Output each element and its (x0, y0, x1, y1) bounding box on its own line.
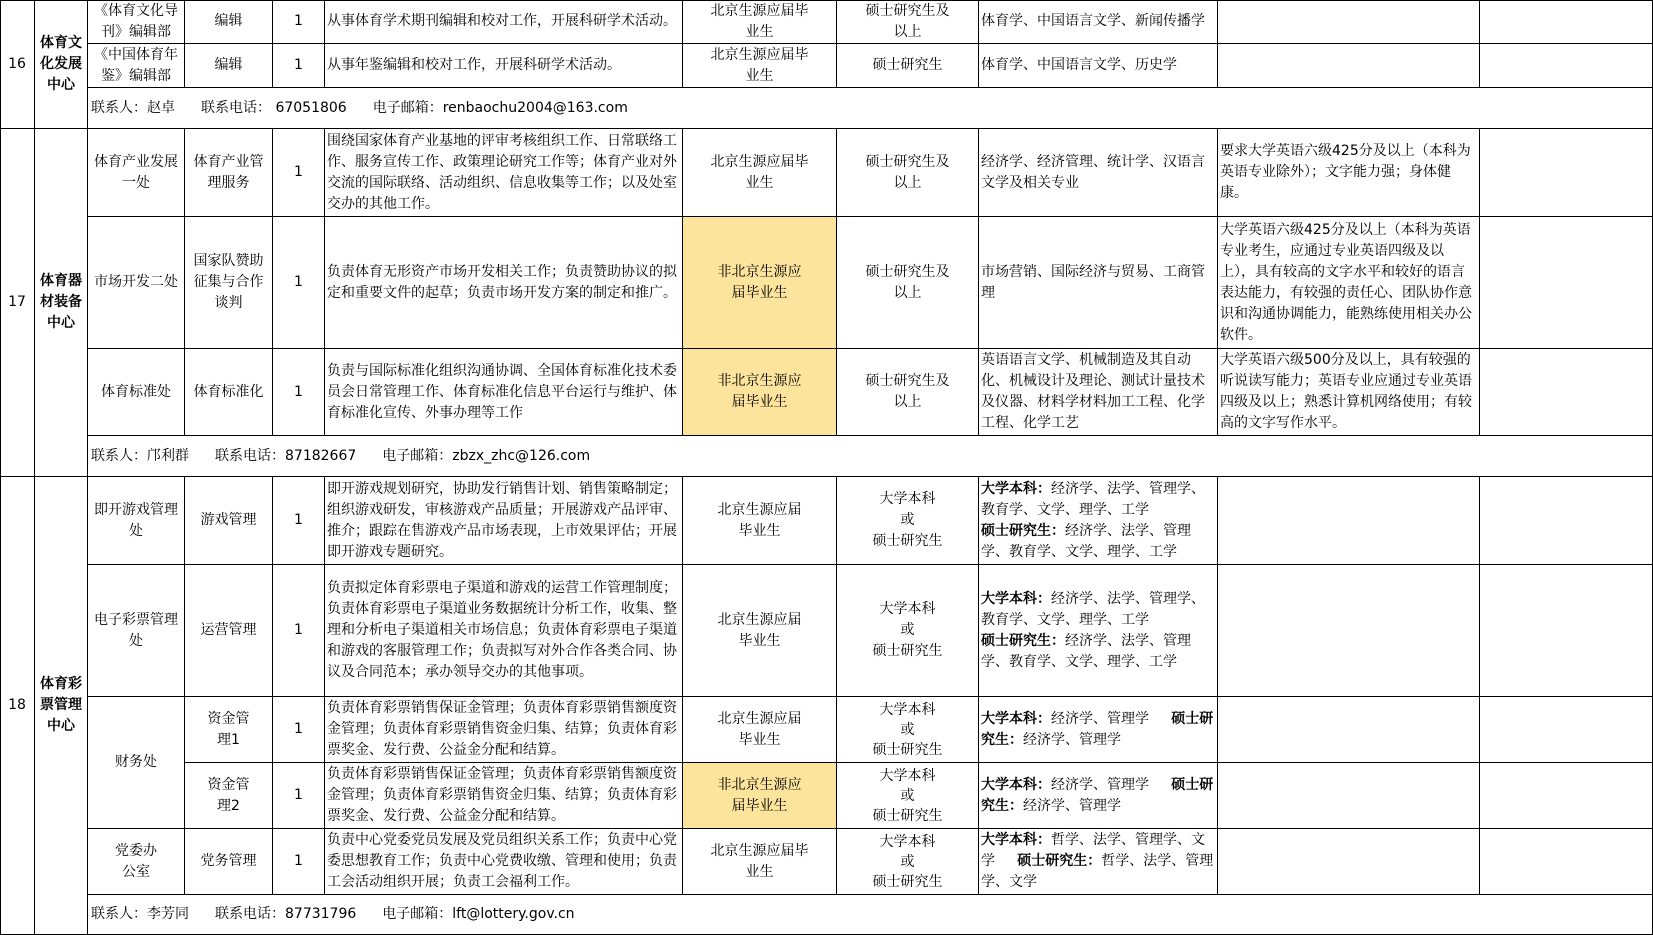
row18-contact-phone: 联系电话：87731796 (215, 906, 357, 922)
row18e-education (837, 829, 979, 895)
row17b-duty: 负责体育无形资产市场开发相关工作；负责赞助协议的拟定和重要文件的起草；负责市场开发方案的制定和推广。 (325, 217, 683, 349)
row18b-major (979, 565, 1218, 697)
row17a-duty: 围绕国家体育产业基地的评审考核组织工作、日常联络工作、服务宣传工作、政策理论研究工作等；体育产业对外交流的国际联络、活动组织、信息收集等工作；以及处室交办的其他工作。 (325, 129, 683, 217)
row17b-position: 国家队赞助征集与合作谈判 (185, 217, 273, 349)
row18a-major-label2: 硕士研究生： (981, 522, 1065, 539)
row18d-education-line3: 硕士研究生 (872, 807, 943, 824)
row18b-count: 1 (273, 565, 325, 697)
row17c-count: 1 (273, 349, 325, 436)
row18c-major-text2: 经济学、管理学 (1023, 731, 1121, 748)
row18a-source: 北京生源应届毕业生 (683, 477, 837, 565)
row18d-duty: 负责体育彩票销售保证金管理；负责体育彩票销售额度资金管理；负责体育彩票销售资金归集、结算；负责体育彩票奖金、发行费、公益金分配和结算。 (325, 763, 683, 829)
row18b-position: 运营管理 (185, 565, 273, 697)
row16-unit: 体育文化发展中心 (35, 0, 88, 129)
row18a-education-line3: 硕士研究生 (872, 533, 943, 549)
row18b-duty: 负责拟定体育彩票电子渠道和游戏的运营工作管理制度；负责体育彩票电子渠道业务数据统计分析工作，收集、整理和分析电子渠道相关市场信息；负责体育彩票电子渠道和游戏的客服管理工作；负责拟写对外合作各类合同、协议及合同范本；承办领导交办的其他事项。 (325, 565, 683, 697)
row17a-education: 硕士研究生及以上 (837, 129, 979, 217)
row18d-major-label1: 大学本科： (981, 776, 1051, 793)
row17c-major: 英语语言文学、机械制造及其自动化、机械设计及理论、测试计量技术及仪器、材料学材料加工工程、化学工程、化学工艺 (979, 349, 1218, 436)
row17b-note: 大学英语六级425分及以上（本科为英语专业考生，应通过专业英语四级及以上），具有较高的文字水平和较好的语言表达能力，有较强的责任心、团队协作意识和沟通协调能力，能熟练使用相关办公软件。 (1218, 217, 1480, 349)
row16b-source: 北京生源应届毕业生 (683, 44, 837, 88)
row17c-education: 硕士研究生及以上 (837, 349, 979, 436)
row18d-major-label2: 硕士研究生： (981, 776, 1214, 814)
row18a-count: 1 (273, 477, 325, 565)
row18e-dept: 党委办公室 (88, 829, 185, 895)
row18d-education-line1: 大学本科 (879, 767, 936, 784)
row16a-source: 北京生源应届毕业生 (683, 0, 837, 44)
row17-unit: 体育器材装备中心 (35, 129, 88, 477)
row17a-position: 体育产业管理服务 (185, 129, 273, 217)
row17c-source: 非北京生源应届毕业生 (683, 349, 837, 436)
row17a-major: 经济学、经济管理、统计学、汉语言文学及相关专业 (979, 129, 1218, 217)
row18e-education-line3: 硕士研究生 (872, 873, 943, 890)
row18c-education-line1: 大学本科 (879, 701, 936, 718)
row18b-dept: 电子彩票管理处 (88, 565, 185, 697)
row18d-education (837, 763, 979, 829)
row17b-source: 非北京生源应届毕业生 (683, 217, 837, 349)
row16-contact-phone: 联系电话： 67051806 (201, 99, 347, 116)
row18e-major-text2: 哲学、法学、管理学、文学 (981, 853, 1214, 890)
row18e-major-label2: 硕士研究生： (1017, 853, 1102, 869)
row18e-duty: 负责中心党委党员发展及党员组织关系工作；负责中心党委思想教育工作；负责中心党费收缴、管理和使用；负责工会活动组织开展；负责工会福利工作。 (325, 829, 683, 895)
row17c-remark (1480, 349, 1653, 436)
row17a-count: 1 (273, 129, 325, 217)
row16a-dept: 《体育文化导刊》编辑部 (88, 0, 185, 44)
row16-contact (88, 88, 1653, 129)
row18a-education-line2: 或 (900, 512, 915, 528)
row17a-dept: 体育产业发展一处 (88, 129, 185, 217)
row18a-major (979, 477, 1218, 565)
row18a-education-line1: 大学本科 (879, 491, 936, 507)
row18c-major-label1: 大学本科： (981, 710, 1051, 727)
row18b-education-line1: 大学本科 (879, 601, 936, 617)
row18e-position: 党务管理 (185, 829, 273, 895)
row16a-count: 1 (273, 0, 325, 44)
row18c-education (837, 697, 979, 763)
row18b-major-text1: 经济学、法学、管理学、教育学、文学、理学、工学 (981, 590, 1205, 628)
row18c-remark (1480, 697, 1653, 763)
row18c-dept: 财务处 (88, 697, 185, 829)
row18a-dept: 即开游戏管理处 (88, 477, 185, 565)
row17b-dept: 市场开发二处 (88, 217, 185, 349)
row18e-major-label1: 大学本科： (981, 832, 1051, 848)
row18-unit: 体育彩票管理中心 (35, 477, 88, 935)
row18d-major-text1: 经济学、管理学 (1051, 776, 1149, 793)
row18e-note (1218, 829, 1480, 895)
row18b-major-label1: 大学本科： (981, 590, 1051, 607)
row16a-duty: 从事体育学术期刊编辑和校对工作，开展科研学术活动。 (325, 0, 683, 44)
row18d-education-line2: 或 (900, 787, 915, 804)
row18-contact (88, 895, 1653, 935)
row18b-education (837, 565, 979, 697)
row18a-position: 游戏管理 (185, 477, 273, 565)
row17c-position: 体育标准化 (185, 349, 273, 436)
row18a-major-label1: 大学本科： (981, 480, 1051, 497)
row16b-major: 体育学、中国语言文学、历史学 (979, 44, 1218, 88)
row18c-position: 资金管理1 (185, 697, 273, 763)
row17a-remark (1480, 129, 1653, 217)
row18c-count: 1 (273, 697, 325, 763)
row17c-dept: 体育标准处 (88, 349, 185, 436)
row17-contact-email: 电子邮箱：zbzx_zhc@126.com (382, 447, 591, 464)
row18-number: 18 (0, 477, 35, 935)
row17b-count: 1 (273, 217, 325, 349)
row18c-education-line3: 硕士研究生 (872, 741, 943, 758)
row18e-major-text1: 哲学、法学、管理学、文学 (981, 832, 1205, 869)
row18-contact-email: 电子邮箱：lft@lottery.gov.cn (382, 906, 575, 922)
row17a-note: 要求大学英语六级425分及以上（本科为英语专业除外）；文字能力强；身体健康。 (1218, 129, 1480, 217)
row18b-major-label2: 硕士研究生： (981, 632, 1065, 649)
row17c-duty: 负责与国际标准化组织沟通协调、全国体育标准化技术委员会日常管理工作、体育标准化信息平台运行与维护、体育标准化宣传、外事办理等工作 (325, 349, 683, 436)
row18c-major-label2: 硕士研究生： (981, 710, 1214, 748)
row17-contact-phone: 联系电话：87182667 (215, 447, 357, 464)
row16a-position: 编辑 (185, 0, 273, 44)
row18c-major-text1: 经济学、管理学 (1051, 710, 1149, 727)
row16-number: 16 (0, 0, 35, 129)
row18e-education-line2: 或 (900, 853, 915, 870)
row18a-major-text1: 经济学、法学、管理学、教育学、文学、理学、工学 (981, 480, 1205, 518)
row16b-duty: 从事年鉴编辑和校对工作，开展科研学术活动。 (325, 44, 683, 88)
row18b-education-line3: 硕士研究生 (872, 643, 943, 659)
row18d-source: 非北京生源应届毕业生 (683, 763, 837, 829)
row18-contact-name: 联系人：李芳同 (91, 906, 189, 922)
row18b-major-text2: 经济学、法学、管理学、教育学、文学、理学、工学 (981, 632, 1191, 670)
row18d-position: 资金管理2 (185, 763, 273, 829)
row18d-major (979, 763, 1218, 829)
row18a-remark (1480, 477, 1653, 565)
row16-contact-name: 联系人：赵卓 (91, 99, 175, 116)
row16b-remark (1480, 44, 1653, 88)
row16b-note (1218, 44, 1480, 88)
row17-number: 17 (0, 129, 35, 477)
row18a-duty: 即开游戏规划研究，协助发行销售计划、销售策略制定；组织游戏研发，审核游戏产品质量；开展游戏产品评审、推介；跟踪在售游戏产品市场表现，上市效果评估；开展即开游戏专题研究。 (325, 477, 683, 565)
row16a-remark (1480, 0, 1653, 44)
row18d-remark (1480, 763, 1653, 829)
row18a-education (837, 477, 979, 565)
row17-contact-name: 联系人：邝利群 (91, 447, 189, 464)
row16b-count: 1 (273, 44, 325, 88)
row18c-major (979, 697, 1218, 763)
row18d-note (1218, 763, 1480, 829)
row18e-education-line1: 大学本科 (879, 833, 936, 850)
row16-contact-email: 电子邮箱：renbaochu2004@163.com (372, 99, 628, 116)
row16b-education: 硕士研究生 (837, 44, 979, 88)
row17-contact (88, 436, 1653, 477)
row18b-remark (1480, 565, 1653, 697)
row17b-major: 市场营销、国际经济与贸易、工商管理 (979, 217, 1218, 349)
row18b-education-line2: 或 (900, 622, 915, 638)
row16a-note (1218, 0, 1480, 44)
row18b-source: 北京生源应届毕业生 (683, 565, 837, 697)
row18b-note (1218, 565, 1480, 697)
row18d-major-text2: 经济学、管理学 (1023, 797, 1121, 814)
row17b-remark (1480, 217, 1653, 349)
row16a-education: 硕士研究生及以上 (837, 0, 979, 44)
row18c-duty: 负责体育彩票销售保证金管理；负责体育彩票销售额度资金管理；负责体育彩票销售资金归集、结算；负责体育彩票奖金、发行费、公益金分配和结算。 (325, 697, 683, 763)
row18e-count: 1 (273, 829, 325, 895)
row18e-major (979, 829, 1218, 895)
row18e-remark (1480, 829, 1653, 895)
row18d-count: 1 (273, 763, 325, 829)
row16a-major: 体育学、中国语言文学、新闻传播学 (979, 0, 1218, 44)
row18c-note (1218, 697, 1480, 763)
row17a-source: 北京生源应届毕业生 (683, 129, 837, 217)
row18a-major-text2: 经济学、法学、管理学、教育学、文学、理学、工学 (981, 522, 1191, 560)
row18e-source: 北京生源应届毕业生 (683, 829, 837, 895)
row17c-note: 大学英语六级500分及以上，具有较强的听说读写能力；英语专业应通过专业英语四级及以上；熟悉计算机网络使用；有较高的文字写作水平。 (1218, 349, 1480, 436)
row17b-education: 硕士研究生及以上 (837, 217, 979, 349)
row16b-position: 编辑 (185, 44, 273, 88)
row18a-note (1218, 477, 1480, 565)
row18c-source: 北京生源应届毕业生 (683, 697, 837, 763)
row18c-education-line2: 或 (900, 721, 915, 738)
row16b-dept: 《中国体育年鉴》编辑部 (88, 44, 185, 88)
